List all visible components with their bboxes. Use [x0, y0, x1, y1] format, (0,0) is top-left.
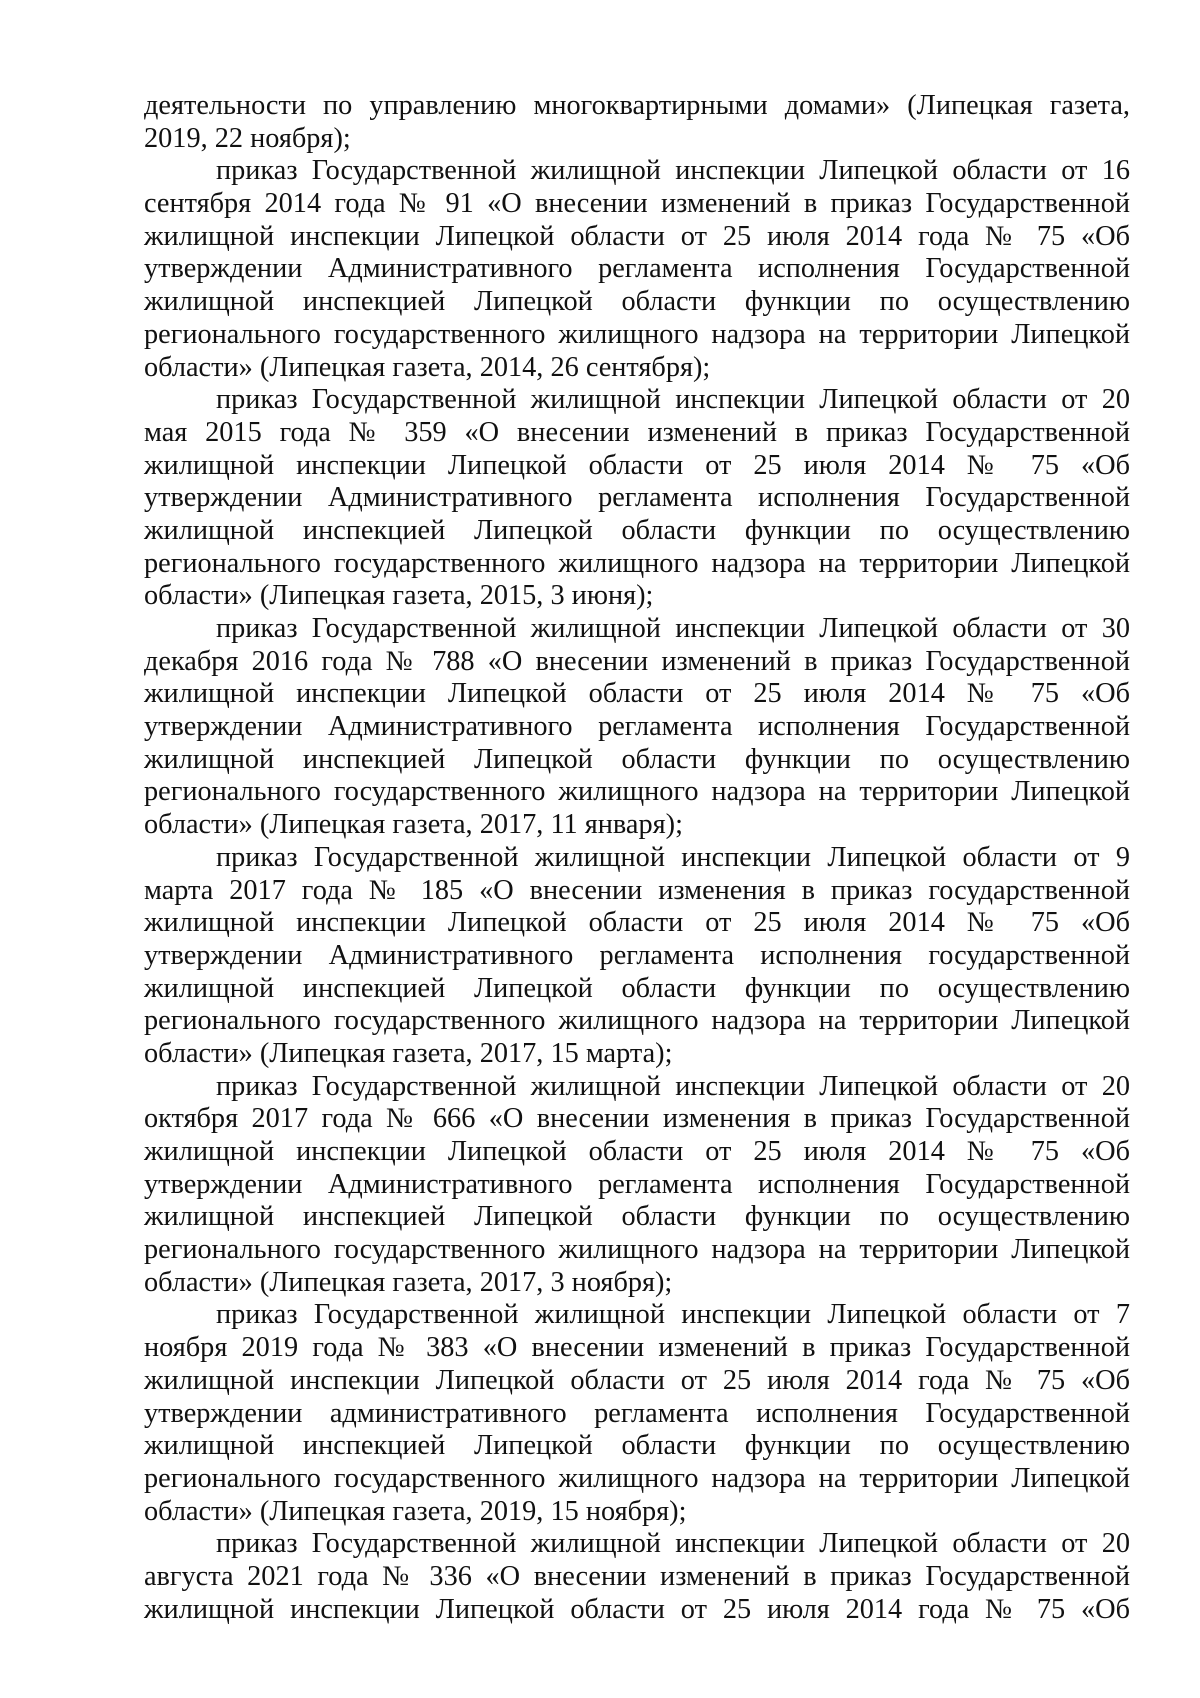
text-line: утверждении административного регламента исполнения Государственной — [144, 1397, 1130, 1429]
text-line: октября 2017 года № 666 «О внесении изменения в приказ Государственной — [144, 1103, 1130, 1135]
text-line: регионального государственного жилищного надзора на территории Липецкой — [144, 1005, 1130, 1037]
text-line: регионального государственного жилищного надзора на территории Липецкой — [144, 1462, 1130, 1494]
text-line: жилищной инспекцией Липецкой области функции по осуществлению — [144, 1201, 1130, 1233]
paragraph-order-2014 — [144, 155, 1130, 384]
text-line: августа 2021 года № 336 «О внесении изменений в приказ Государственной — [144, 1560, 1130, 1592]
text-line: регионального государственного жилищного надзора на территории Липецкой — [144, 776, 1130, 808]
paragraph-order-2017-october — [144, 1071, 1130, 1300]
text-line: декабря 2016 года № 788 «О внесении изменений в приказ Государственной — [144, 645, 1130, 677]
text-line: жилищной инспекцией Липецкой области функции по осуществлению — [144, 286, 1130, 318]
text-line: утверждении Административного регламента исполнения Государственной — [144, 482, 1130, 514]
text-line: области» (Липецкая газета, 2019, 15 ноября); — [144, 1495, 687, 1527]
text-line: регионального государственного жилищного надзора на территории Липецкой — [144, 1234, 1130, 1266]
text-line: утверждении Административного регламента исполнения государственной — [144, 939, 1130, 971]
text-line: ноября 2019 года № 383 «О внесении изменений в приказ Государственной — [144, 1332, 1130, 1364]
text-line: жилищной инспекции Липецкой области от 25 июля 2014 года № 75 «Об — [144, 1364, 1130, 1396]
text-line: жилищной инспекции Липецкой области от 25 июля 2014 года № 75 «Об — [144, 220, 1130, 252]
text-line: приказ Государственной жилищной инспекции Липецкой области от 20 — [216, 1528, 1130, 1560]
text-line: марта 2017 года № 185 «О внесении изменения в приказ государственной — [144, 874, 1130, 906]
text-line: приказ Государственной жилищной инспекции Липецкой области от 30 — [216, 613, 1130, 644]
text-line: жилищной инспекции Липецкой области от 25 июля 2014 года № 75 «Об — [144, 1593, 1130, 1625]
text-line: области» (Липецкая газета, 2017, 15 марта); — [144, 1037, 673, 1069]
text-line: жилищной инспекции Липецкой области от 25 июля 2014 № 75 «Об — [144, 1136, 1130, 1167]
paragraph-order-2015 — [144, 384, 1130, 613]
paragraph-order-2021 — [144, 1528, 1130, 1626]
text-line: утверждении Административного регламента исполнения Государственной — [144, 711, 1130, 743]
text-line: утверждении Административного регламента исполнения Государственной — [144, 253, 1130, 285]
text-line: области» (Липецкая газета, 2014, 26 сентября); — [144, 351, 711, 383]
document-body — [144, 90, 1130, 1626]
paragraph-order-2017-march — [144, 842, 1130, 1071]
text-line: жилищной инспекции Липецкой области от 25 июля 2014 № 75 «Об — [144, 907, 1130, 939]
text-line: области» (Липецкая газета, 2017, 3 ноября); — [144, 1266, 673, 1298]
text-line: жилищной инспекцией Липецкой области функции по осуществлению — [144, 514, 1130, 546]
text-line: сентября 2014 года № 91 «О внесении изменений в приказ Государственной — [144, 188, 1130, 220]
text-line: приказ Государственной жилищной инспекции Липецкой области от 9 — [216, 841, 1130, 873]
text-line: области» (Липецкая газета, 2015, 3 июня); — [144, 580, 654, 612]
text-line: регионального государственного жилищного надзора на территории Липецкой — [144, 318, 1130, 350]
text-line: приказ Государственной жилищной инспекции Липецкой области от 20 — [216, 1070, 1130, 1102]
paragraph-order-2016 — [144, 613, 1130, 842]
text-line: жилищной инспекцией Липецкой области функции по осуществлению — [144, 972, 1130, 1004]
text-line: деятельности по управлению многоквартирными домами» (Липецкая газета, — [144, 90, 1130, 121]
text-line: мая 2015 года № 359 «О внесении изменений в приказ Государственной — [144, 416, 1130, 448]
text-line: жилищной инспекцией Липецкой области функции по осуществлению — [144, 743, 1130, 775]
text-line: жилищной инспекцией Липецкой области функции по осуществлению — [144, 1430, 1130, 1462]
text-line: жилищной инспекции Липецкой области от 25 июля 2014 № 75 «Об — [144, 449, 1130, 481]
text-line: регионального государственного жилищного надзора на территории Липецкой — [144, 547, 1130, 579]
text-line: утверждении Административного регламента исполнения Государственной — [144, 1168, 1130, 1200]
paragraph-continuation — [144, 90, 1130, 155]
text-line: приказ Государственной жилищной инспекции Липецкой области от 20 — [216, 384, 1130, 416]
text-line: приказ Государственной жилищной инспекции Липецкой области от 16 — [216, 155, 1130, 187]
text-line: приказ Государственной жилищной инспекции Липецкой области от 7 — [216, 1299, 1130, 1331]
text-line: 2019, 22 ноября); — [144, 122, 351, 154]
paragraph-order-2019 — [144, 1299, 1130, 1528]
text-line: области» (Липецкая газета, 2017, 11 января); — [144, 809, 683, 841]
text-line: жилищной инспекции Липецкой области от 25 июля 2014 № 75 «Об — [144, 678, 1130, 710]
